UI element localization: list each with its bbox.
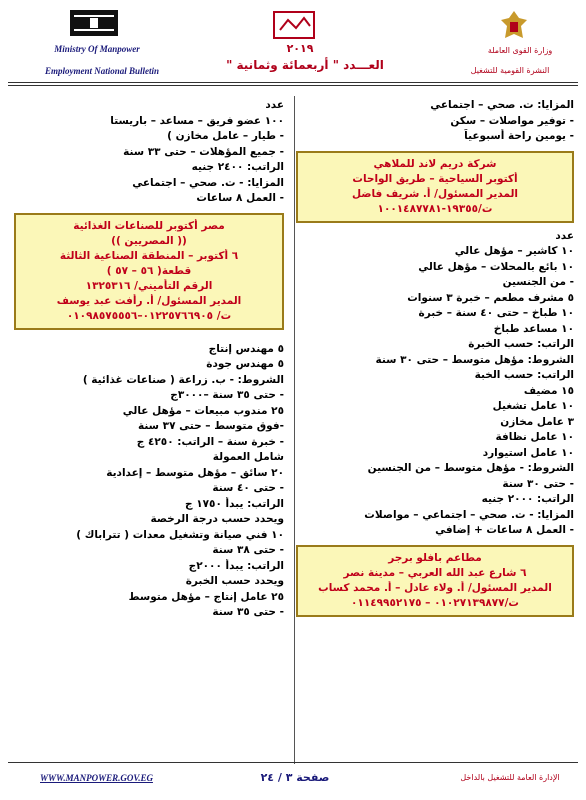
issue-year: ٢٠١٩ — [286, 42, 314, 55]
box-line: ت/ ٠١٢٢٥٧٦٦٩٠٥–٠١٠٩٨٥٧٥٥٥٦ — [66, 309, 232, 322]
box-line: مطاعم بافلو برجر — [388, 551, 482, 564]
text-line: ١٠٠ عضو فريق – مساعد – باريستا — [110, 114, 284, 127]
text-line: الراتب: يبدأ ٢٠٠٠ج — [188, 559, 284, 572]
text-line: ١٠ عامل استيوارد — [482, 446, 574, 459]
bulletin-logo — [268, 8, 320, 42]
text-line: - العمل ٨ ساعات — [196, 192, 284, 204]
text-line: -فوق متوسط – حتى ٣٧ سنة — [138, 420, 284, 432]
footer-divider — [8, 762, 578, 763]
text-line: ٥ مهندس جودة — [206, 358, 284, 370]
text-line: ويحدد حسب الخبرة — [185, 575, 284, 587]
issue-title: العـــدد " أربعمائة وثمانية " — [226, 58, 384, 72]
text-line: - حتى ٣٥ سنة –٣٠٠٠ج — [170, 389, 284, 401]
text-line: - حتى ٣٠ سنة — [502, 477, 574, 490]
text-line: ١٥ مضيف — [523, 384, 574, 397]
text-line: عدد — [265, 99, 284, 111]
text-line: - حتى ٣٨ سنة — [212, 544, 284, 556]
left-top-lines — [14, 98, 284, 207]
box-line: المدير المسئول/ أ. ولاء عادل – أ. محمد كساب — [318, 581, 552, 594]
text-line: شامل العمولة — [212, 451, 284, 463]
text-line: الراتب: يبدأ ١٧٥٠ ج — [184, 497, 284, 510]
text-line: - من الجنسين — [502, 276, 574, 288]
page-number: صفحة ٣ / ٢٤ — [260, 771, 330, 784]
text-line: الراتب: حسب الخبرة — [468, 338, 574, 350]
text-line: ١٠ كاشير – مؤهل عالي — [454, 245, 574, 257]
text-line: ١٠ بائع بالمحلات – مؤهل عالي — [418, 260, 574, 273]
text-line: - حتى ٤٠ سنة — [212, 482, 284, 494]
ministry-flag-logo — [68, 6, 120, 40]
header-divider — [8, 82, 578, 83]
company-box-misr-october — [14, 213, 284, 330]
right-top-lines — [296, 98, 574, 145]
text-line: - خبرة سنة – الراتب: ٤٢٥٠ ج — [136, 435, 284, 448]
box-line: الرقم التأميني/ ١٣٢٥٣١٦ — [85, 279, 213, 292]
box-line: ت/٠١٠٢٧١٣٩٨٧٧ – ٠١١٤٩٩٥٢١٧٥ — [351, 596, 519, 609]
text-line: ٢٥ عامل إنتاج – مؤهل متوسط — [128, 590, 284, 603]
box-line: المدير المسئول/ أ. رأفت عبد يوسف — [56, 294, 242, 307]
text-line: - العمل ٨ ساعات + إضافي — [435, 524, 574, 536]
box-line: ت/١٩٣٥٥-١٠٠١٤٨٧٧٨١ — [377, 202, 493, 215]
text-line: ١٠ مساعد طباخ — [493, 322, 574, 335]
text-line: - توفير مواصلات – سكن — [450, 114, 574, 127]
egypt-eagle-emblem — [497, 8, 531, 44]
text-line: ٢٥ مندوب مبيعات – مؤهل عالي — [122, 404, 284, 417]
ministry-name-ar: وزارة القوى العاملة — [487, 46, 553, 55]
text-line: المزايا: - ت. صحي – اجتماعي — [132, 176, 284, 189]
text-line: - يومين راحة أسبوعياً — [464, 130, 574, 142]
text-line: الشروط: - ب. زراعة ( صناعات غذائية ) — [82, 373, 284, 386]
right-bottom-lines — [296, 229, 574, 539]
text-line: ١٠ عامل تشغيل — [492, 400, 574, 412]
footer-website-link[interactable]: WWW.MANPOWER.GOV.EG — [40, 773, 153, 783]
text-line: - طيار – عامل مخازن ) — [167, 130, 284, 142]
text-line: ١٠ فني صيانة وتشغيل معدات ( تتراباك ) — [76, 528, 284, 541]
column-divider — [294, 96, 295, 764]
text-line: ١٠ طباخ – حتى ٤٠ سنة – خبرة — [418, 307, 574, 319]
text-line: الراتب: حسب الخبة — [474, 369, 574, 381]
text-line: ٣ عامل مخازن — [500, 415, 574, 428]
text-line: الراتب: ٢٤٠٠ جنيه — [191, 161, 284, 173]
box-line: ٦ شارع عبد الله العربي – مدينة نصر — [343, 566, 527, 579]
box-line: أكتوبر السياحية – طريق الواحات — [352, 172, 518, 185]
ministry-name-en: Ministry Of Manpower — [54, 44, 140, 54]
text-line: - حتى ٣٥ سنة — [212, 606, 284, 618]
text-line: ١٠ عامل نظافة — [495, 431, 574, 443]
box-line: شركة دريم لاند للملاهي — [373, 157, 497, 170]
company-box-buffalo-burger — [296, 545, 574, 617]
text-line: ٥ مشرف مطعم – خبرة ٣ سنوات — [407, 291, 574, 304]
left-column — [14, 98, 284, 621]
text-line: ٥ مهندس إنتاج — [208, 342, 284, 355]
text-line: المزايا: - ت. صحي – اجتماعي – مواصلات — [364, 508, 574, 521]
text-line: ويحدد حسب درجة الرخصة — [150, 513, 284, 525]
text-line: عدد — [555, 229, 574, 242]
right-column — [296, 98, 574, 623]
box-line: مصر أكتوبر للصناعات الغذائية — [73, 219, 225, 232]
box-line: المدير المسئول/ أ. شريف فاضل — [351, 187, 519, 200]
bulletin-name-en: Employment National Bulletin — [44, 66, 160, 76]
text-line: ٢٠ سائق – مؤهل متوسط – إعدادية — [106, 466, 284, 479]
box-line: ٦ أكتوبر – المنطقة الصناعية الثالثة — [59, 249, 239, 262]
text-line: الراتب: ٢٠٠٠ جنيه — [481, 493, 574, 505]
text-line: الشروط: مؤهل متوسط – حتى ٣٠ سنة — [375, 353, 574, 366]
header-divider-2 — [8, 85, 578, 86]
box-line: قطعة( ٥٦ – ٥٧ ) — [106, 264, 192, 277]
text-line: - جميع المؤهلات – حتى ٣٣ سنة — [123, 145, 284, 158]
text-line: المزايا: ت. صحي – اجتماعي — [430, 99, 574, 111]
footer-admin-name: الإدارة العامة للتشغيل بالداخل — [460, 773, 560, 782]
company-box-dreamland — [296, 151, 574, 223]
left-bottom-lines — [14, 342, 284, 621]
bulletin-name-ar: النشرة القومية للتشغيل — [470, 66, 550, 75]
box-line: (( المصريين )) — [111, 234, 187, 247]
text-line: الشروط: - مؤهل متوسط – من الجنسين — [367, 462, 574, 474]
